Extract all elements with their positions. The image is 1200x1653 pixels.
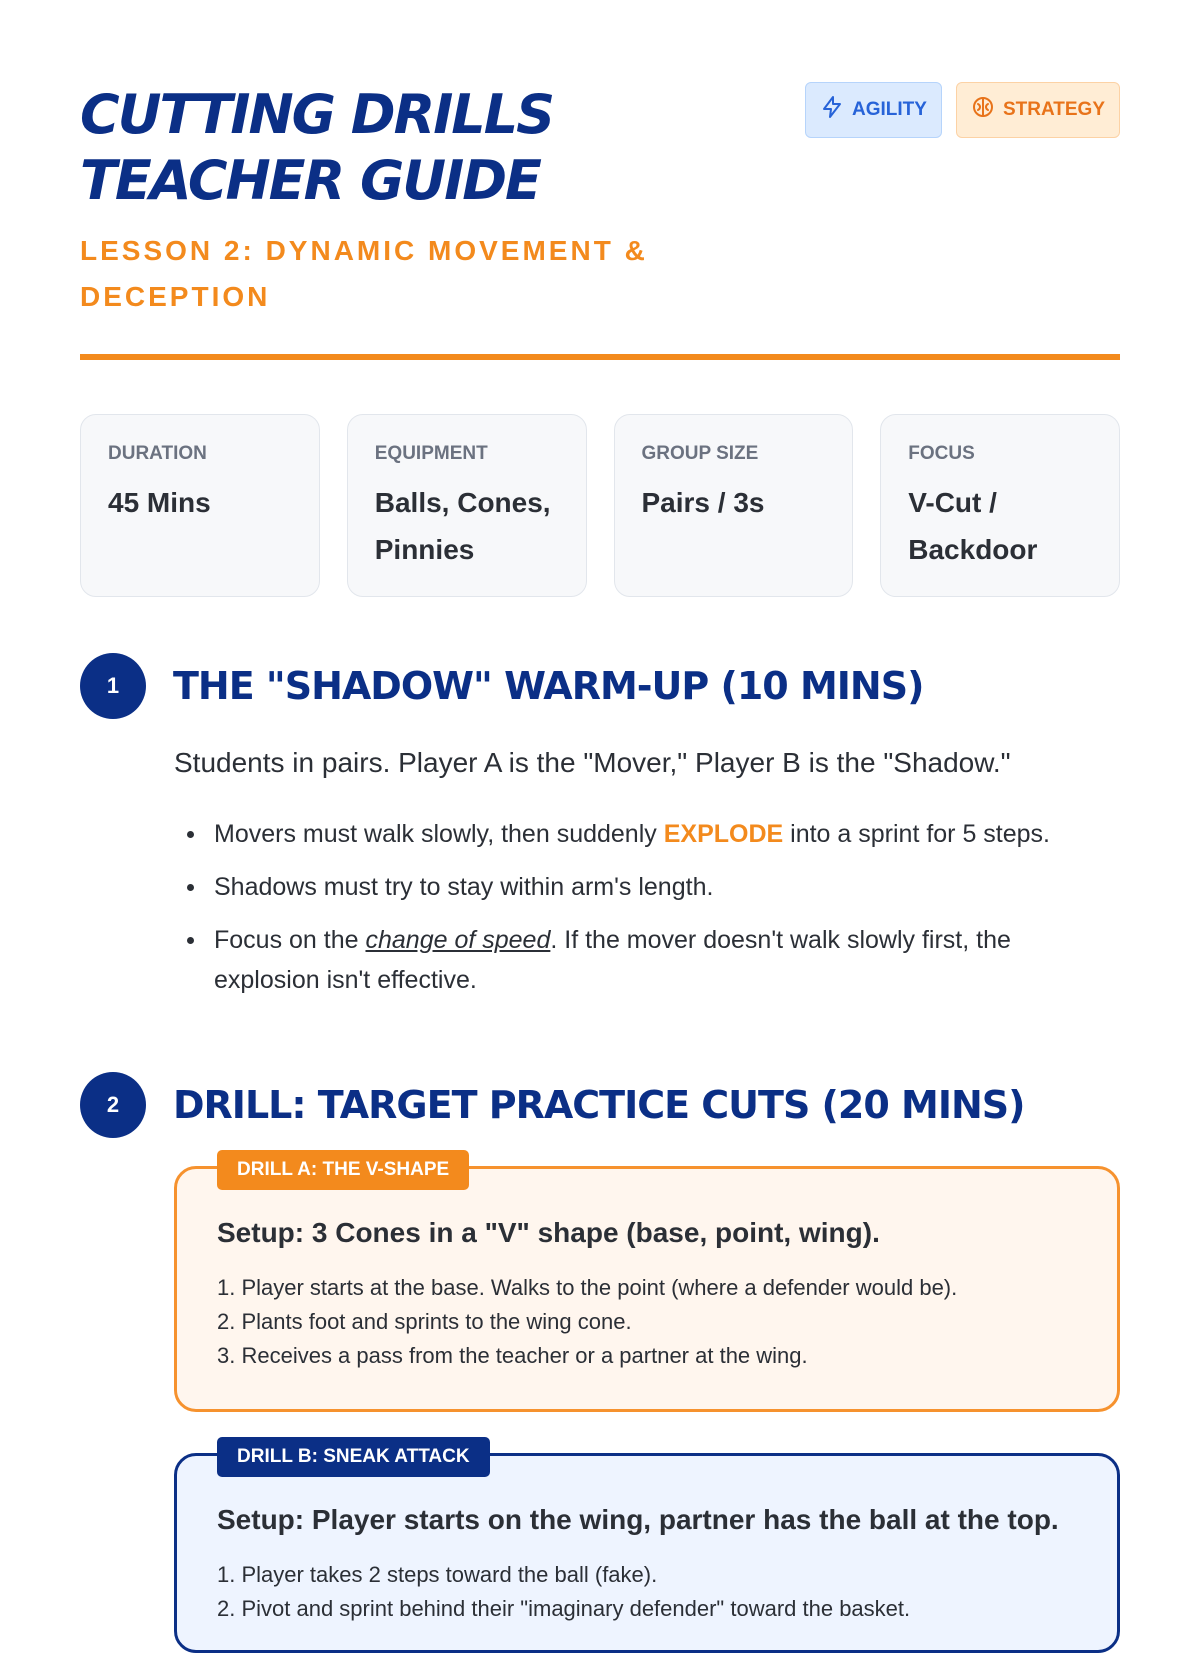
stat-card-value: Balls, Cones, Pinnies bbox=[374, 487, 551, 565]
bullet-text: . If the mover doesn't walk slowly first, the explosion isn't effective. bbox=[214, 926, 1011, 994]
stat-card-value: V-Cut / Backdoor bbox=[908, 487, 1038, 565]
stat-cards bbox=[80, 414, 1120, 597]
tag-agility bbox=[805, 82, 942, 138]
list-item bbox=[174, 920, 1120, 1000]
explode-highlight: EXPLODE bbox=[663, 820, 784, 848]
page-header bbox=[80, 82, 1120, 320]
lightning-icon bbox=[820, 95, 844, 125]
drill-step: 2. Plants foot and sprints to the wing cone. bbox=[217, 1309, 632, 1334]
stat-card-label: GROUP SIZE bbox=[641, 443, 759, 464]
drill-steps bbox=[217, 1558, 1077, 1626]
tag-group bbox=[805, 82, 1120, 138]
tag-agility-label: AGILITY bbox=[852, 99, 927, 120]
stat-card-duration bbox=[80, 414, 320, 597]
stat-card-group-size bbox=[614, 414, 854, 597]
list-item: Shadows must try to stay within arm's length. bbox=[174, 867, 1120, 907]
section-number-badge: 1 bbox=[80, 653, 146, 719]
drill-steps bbox=[217, 1271, 1077, 1373]
bullet-text: Movers must walk slowly, then suddenly bbox=[214, 820, 664, 848]
section-1-intro: Students in pairs. Player A is the "Mover," Player B is the "Shadow." bbox=[174, 747, 1011, 778]
section-2-heading bbox=[80, 1072, 1025, 1138]
stat-card-focus bbox=[880, 414, 1120, 597]
section-1-bullets bbox=[174, 814, 1120, 1013]
drill-b-box bbox=[174, 1446, 1120, 1653]
tag-strategy bbox=[956, 82, 1120, 138]
section-title: THE "SHADOW" WARM-UP (10 MINS) bbox=[173, 664, 924, 708]
page-title-line-1: CUTTING DRILLS bbox=[80, 83, 554, 146]
stat-card-label: EQUIPMENT bbox=[374, 443, 488, 464]
drill-step: 2. Pivot and sprint behind their "imaginary defender" toward the basket. bbox=[217, 1596, 911, 1621]
section-title: DRILL: TARGET PRACTICE CUTS (20 MINS) bbox=[173, 1083, 1025, 1127]
change-of-speed-emphasis: change of speed bbox=[365, 926, 551, 954]
section-1-heading bbox=[80, 653, 923, 719]
stat-card-value: 45 Mins bbox=[108, 487, 211, 518]
stat-card-value: Pairs / 3s bbox=[641, 487, 765, 518]
tag-strategy-label: STRATEGY bbox=[1002, 99, 1105, 120]
list-item bbox=[174, 814, 1120, 854]
drill-b-tag: DRILL B: SNEAK ATTACK bbox=[217, 1437, 490, 1477]
drill-step: 1. Player starts at the base. Walks to the point (where a defender would be). bbox=[217, 1275, 958, 1300]
stat-card-label: FOCUS bbox=[908, 443, 975, 464]
drill-step: 3. Receives a pass from the teacher or a partner at the wing. bbox=[217, 1343, 808, 1368]
stat-card-label: DURATION bbox=[108, 443, 207, 464]
brain-icon bbox=[971, 95, 995, 125]
drill-step: 1. Player takes 2 steps toward the ball (fake). bbox=[217, 1562, 658, 1587]
drill-setup: Setup: 3 Cones in a "V" shape (base, point, wing). bbox=[217, 1217, 880, 1248]
lesson-subtitle: LESSON 2: DYNAMIC MOVEMENT & DECEPTION bbox=[80, 235, 648, 312]
header-divider bbox=[80, 354, 1120, 360]
bullet-text: Focus on the bbox=[214, 926, 366, 954]
page-title-line-2: TEACHER GUIDE bbox=[80, 149, 540, 212]
drill-a-box bbox=[174, 1159, 1120, 1412]
teacher-guide-page bbox=[80, 0, 1120, 1621]
section-number-badge: 2 bbox=[80, 1072, 146, 1138]
stat-card-equipment bbox=[347, 414, 587, 597]
drill-setup: Setup: Player starts on the wing, partner has the ball at the top. bbox=[217, 1504, 1059, 1535]
drill-a-tag: DRILL A: THE V-SHAPE bbox=[217, 1150, 469, 1190]
bullet-text: into a sprint for 5 steps. bbox=[783, 820, 1050, 848]
